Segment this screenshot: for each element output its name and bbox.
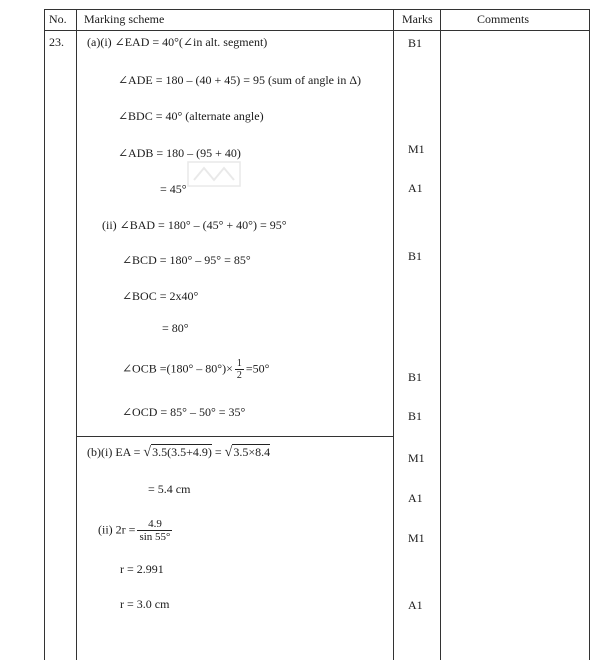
line-a-ii-bcd: ∠BCD = 180° – 95° = 85°: [122, 253, 251, 267]
header-marking-scheme: Marking scheme: [84, 12, 165, 26]
sine-denominator: sin 55°: [139, 531, 171, 543]
line-b-i-result: = 5.4 cm: [148, 482, 191, 496]
table-top-border: [44, 9, 590, 10]
mark-b1: B1: [408, 249, 423, 263]
mark-a1: A1: [408, 181, 423, 195]
sine-numerator: 4.9: [137, 518, 172, 531]
mark-b1: B1: [408, 36, 423, 50]
sqrt-symbol-1: √: [143, 445, 152, 460]
line-a-i-result: = 45°: [160, 182, 187, 196]
mark-b1: B1: [408, 409, 423, 423]
line-a-ii-ocd: ∠OCD = 85° – 50° = 35°: [122, 405, 246, 419]
fraction-numerator: 1: [236, 358, 242, 369]
line-a-ii-boc: ∠BOC = 2x40°: [122, 289, 199, 303]
mark-m1: M1: [408, 451, 425, 465]
col-border-no: [76, 9, 77, 660]
ocb-result: =50°: [245, 361, 270, 376]
fraction-half: [235, 358, 244, 381]
col-border-right: [589, 9, 590, 660]
line-a-ii-boc-result: = 80°: [162, 321, 189, 335]
header-comments: Comments: [477, 12, 530, 26]
line-b-i-ea: [87, 444, 270, 460]
sqrt-symbol-2: √: [224, 445, 233, 460]
line-a-i-bdc: ∠BDC = 40° (alternate angle): [118, 109, 264, 123]
line-a-i-ead: (a)(i) ∠EAD = 40°(∠in alt. segment): [87, 35, 268, 49]
fraction-sine: [137, 518, 172, 543]
col-border-left: [44, 9, 45, 660]
mark-m1: M1: [408, 531, 425, 545]
header-divider: [44, 30, 590, 31]
two-r-label: (ii) 2r =: [98, 522, 136, 537]
col-border-marks: [440, 9, 441, 660]
line-b-ii-2r: [98, 518, 174, 543]
radicand-1: 3.5(3.5+4.9): [152, 445, 212, 459]
watermark-stamp: [186, 160, 242, 188]
radicand-2: 3.5×8.4: [233, 445, 271, 459]
question-number: 23.: [49, 35, 64, 49]
header-no: No.: [49, 12, 67, 26]
col-border-scheme: [393, 9, 394, 660]
equals-sign: =: [214, 445, 222, 459]
mark-b1: B1: [408, 370, 423, 384]
mark-m1: M1: [408, 142, 425, 156]
part-b-divider: [77, 436, 393, 437]
mark-a1: A1: [408, 598, 423, 612]
line-b-ii-r-final: r = 3.0 cm: [120, 597, 170, 611]
ea-label: (b)(i) EA =: [87, 445, 141, 459]
line-a-i-adb: ∠ADB = 180 – (95 + 40): [118, 146, 241, 160]
line-b-ii-r-raw: r = 2.991: [120, 562, 164, 576]
line-a-ii-bad: (ii) ∠BAD = 180° – (45° + 40°) = 95°: [102, 218, 287, 232]
fraction-denominator: 2: [236, 370, 242, 381]
ocb-expression: ∠OCB =(180° – 80°)×: [122, 361, 233, 376]
header-marks: Marks: [402, 12, 433, 26]
line-a-i-ade: ∠ADE = 180 – (40 + 45) = 95 (sum of angle in Δ): [118, 73, 362, 87]
line-a-ii-ocb: [122, 358, 269, 381]
mark-a1: A1: [408, 491, 423, 505]
